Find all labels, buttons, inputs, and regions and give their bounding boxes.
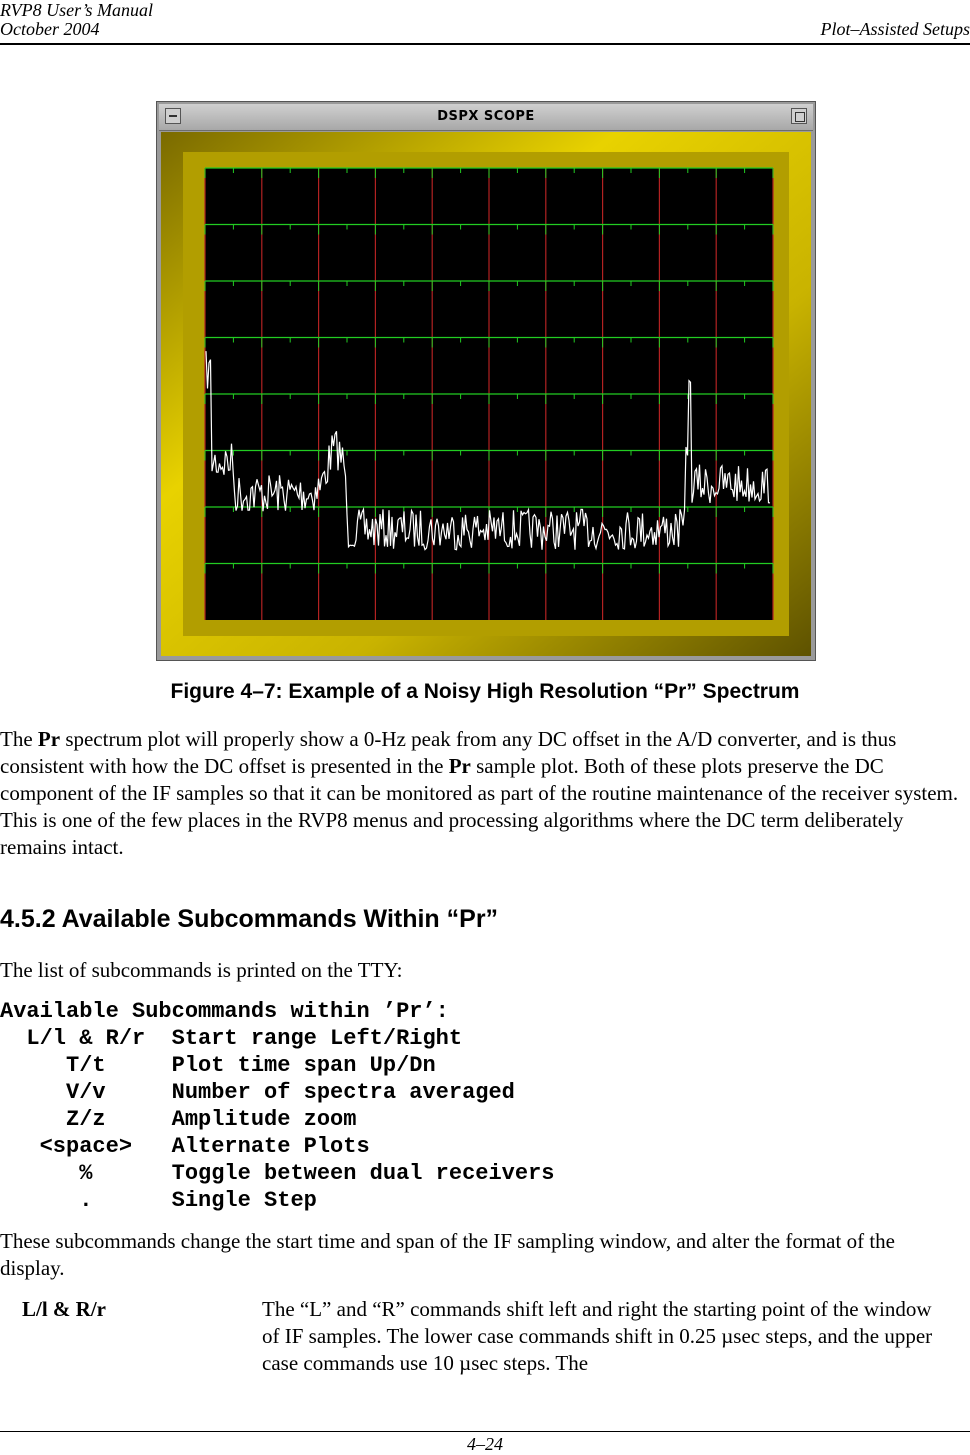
footer-rule [0, 1431, 970, 1432]
header-rule [0, 43, 970, 45]
window-title: DSPX SCOPE [437, 109, 535, 124]
section-title: Plot–Assisted Setups [820, 19, 970, 39]
scope-display [161, 132, 811, 656]
dspx-scope-window [156, 101, 816, 661]
maximize-button[interactable] [791, 108, 807, 124]
page-number: 4–24 [467, 1434, 503, 1454]
manual-title: RVP8 User’s Manual [0, 0, 153, 20]
pr-term: Pr [448, 754, 471, 778]
definition-text: The “L” and “R” commands shift left and right the starting point of the window of IF samples. The lower case commands shift in 0.25 µsec steps, and the upper case commands use 10 µsec steps. The [262, 1297, 933, 1375]
subcommand-listing: Available Subcommands within ’Pr’: L/l & R/r Start range Left/Right T/t Plot time span Up/Dn V/v Number of spectra averaged Z/z Amplitude zoom <space> Alternate Plots % Toggle between dual receivers . Single Step [0, 999, 555, 1213]
paragraph-subcommands-intro: The list of subcommands is printed on the TTY: [0, 958, 403, 982]
section-heading: 4.5.2 Available Subcommands Within “Pr” [0, 905, 499, 933]
p1-text-a: The [0, 727, 38, 751]
paragraph-dc-offset [0, 726, 960, 861]
manual-date: October 2004 [0, 19, 100, 39]
paragraph-subcommands-effect: These subcommands change the start time and span of the IF sampling window, and alter the format of the display. [0, 1229, 895, 1280]
page-header [0, 0, 970, 46]
window-titlebar[interactable] [159, 104, 813, 131]
p1-text-c: sample plot. Both of these plots preserve the DC component of the IF samples so that it can be monitored as part of the routine maintenance of the receiver system. This is one of the few places in the RVP8 menus and processing algorithms where the DC term deliberately remains intact. [0, 754, 959, 859]
pr-term: Pr [37, 727, 61, 751]
p1-text-b: spectrum plot will properly show a 0-Hz peak from any DC offset in the A/D converter, and is thus consistent with how the DC offset is presented in the [0, 727, 897, 778]
definition-term: L/l & R/r [22, 1297, 106, 1321]
figure-caption: Figure 4–7: Example of a Noisy High Resolution “Pr” Spectrum [170, 680, 800, 703]
